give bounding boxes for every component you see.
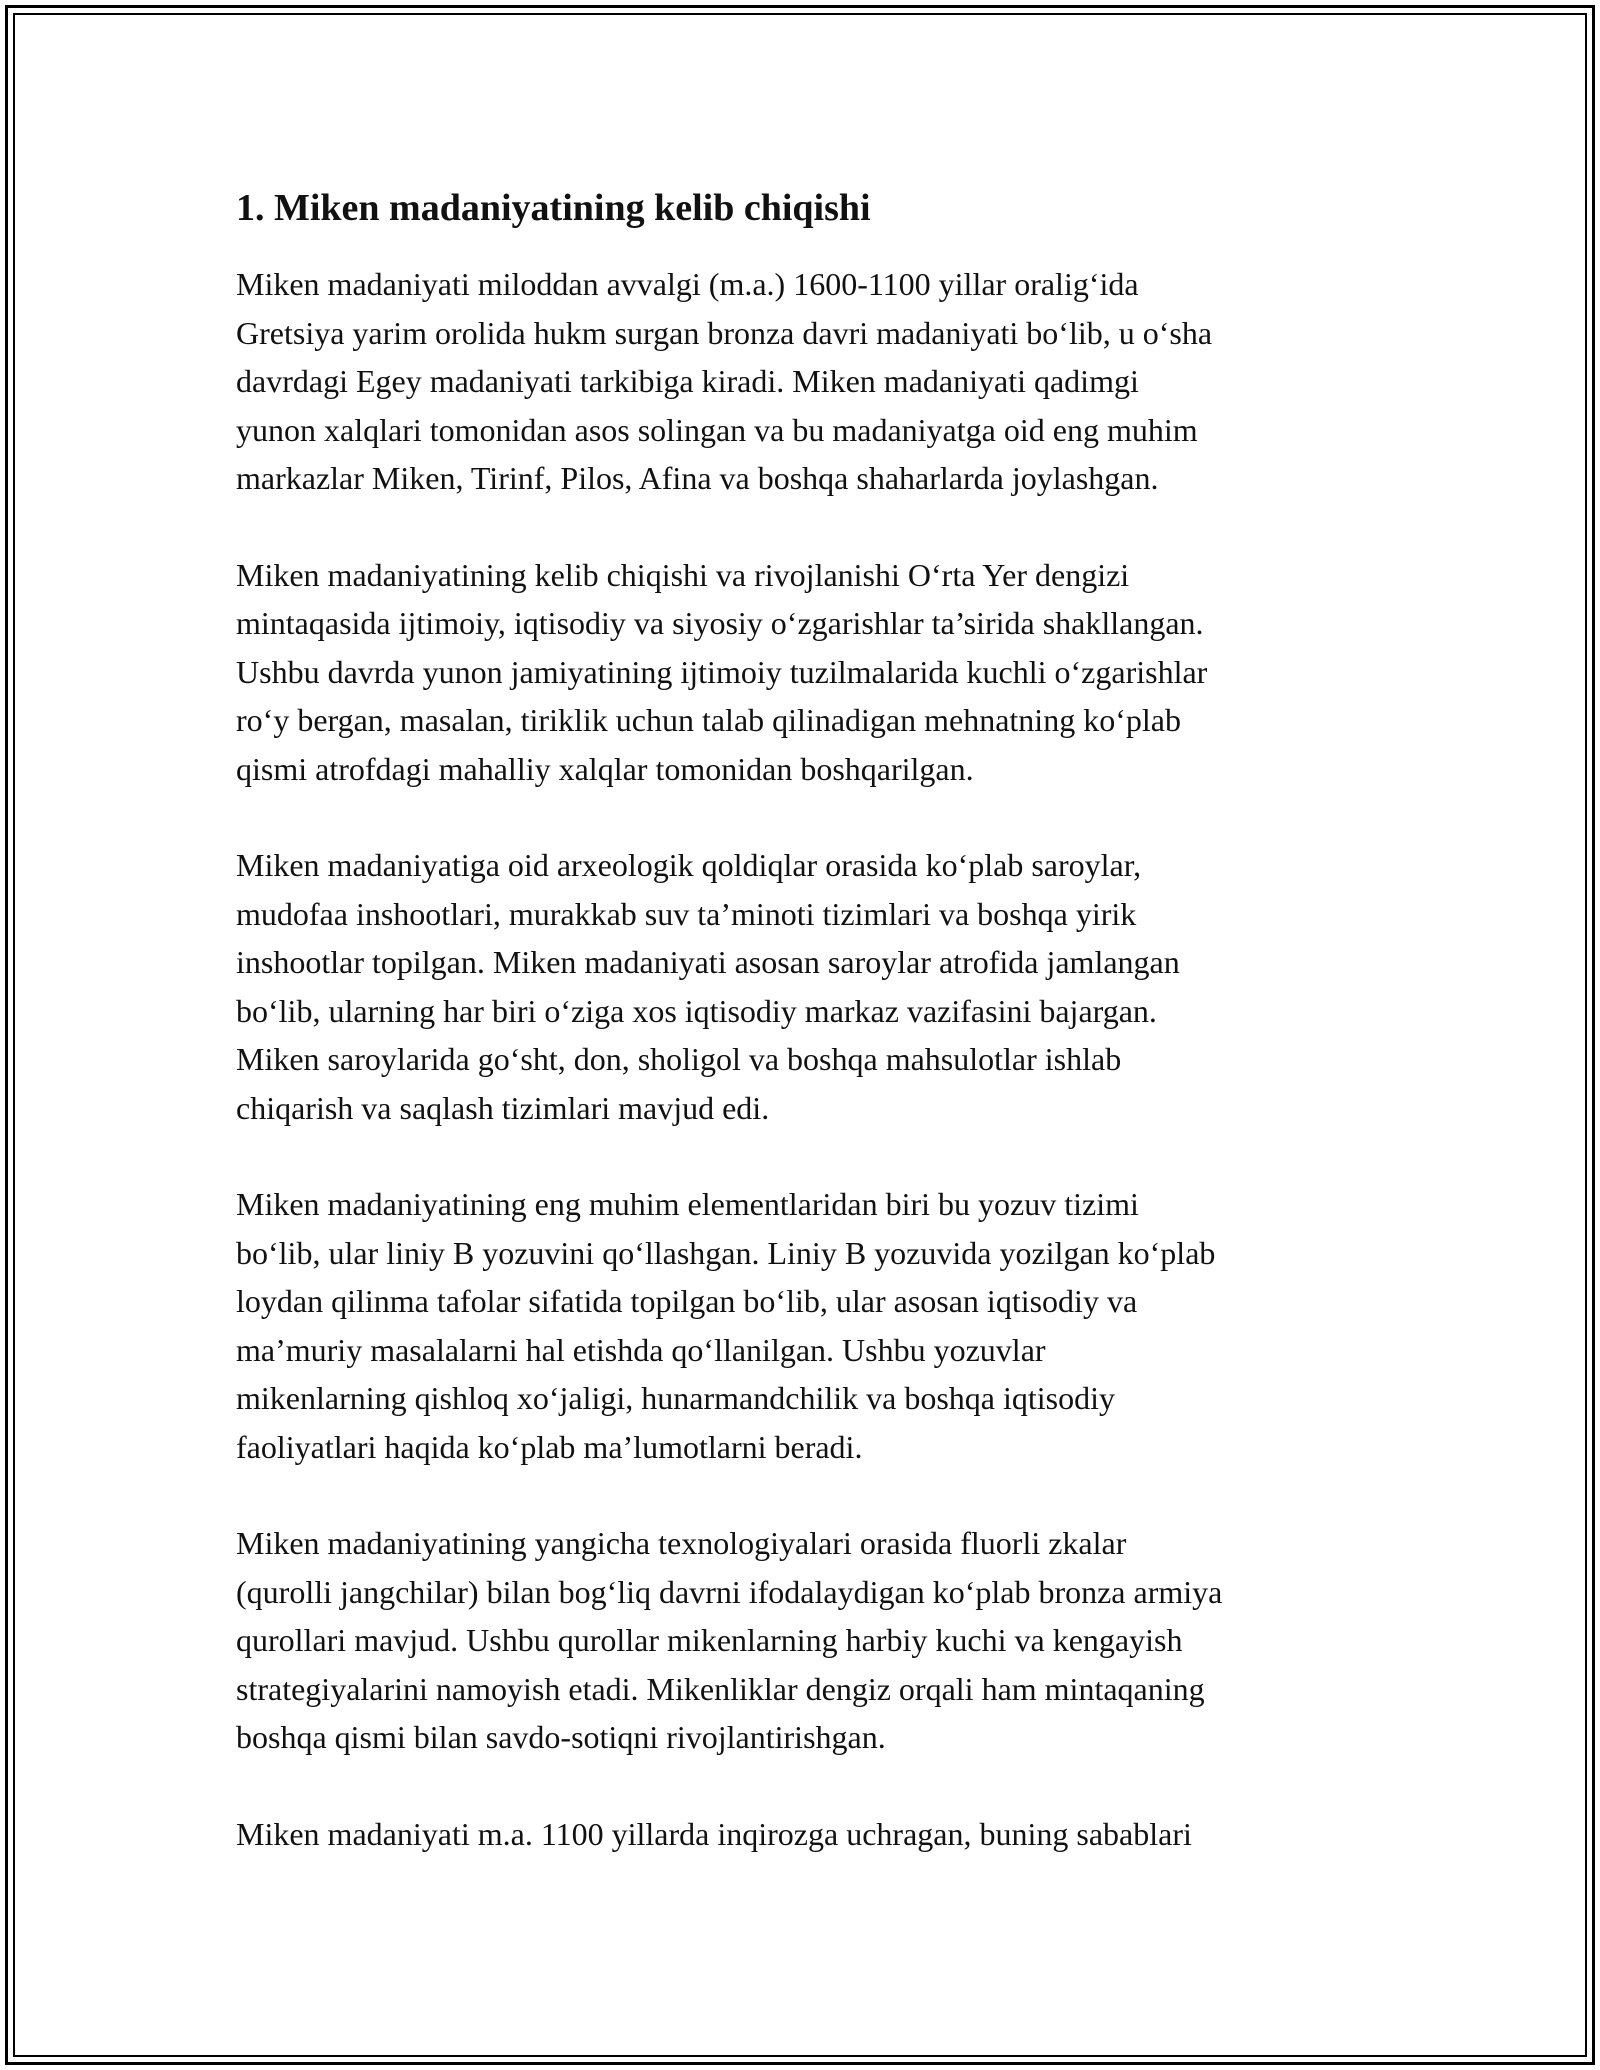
paragraph-line: Miken madaniyatining yangicha texnologiyalari orasida fluorli zkalar <box>236 1525 1127 1561</box>
paragraph-line: mikenlarning qishloq xo‘jaligi, hunarmandchilik va boshqa iqtisodiy <box>236 1380 1115 1416</box>
paragraph-line: faoliyatlari haqida ko‘plab ma’lumotlarni beradi. <box>236 1428 863 1465</box>
paragraph-line: (qurolli jangchilar) bilan bog‘liq davrni ifodalaydigan ko‘plab bronza armiya <box>236 1573 1223 1610</box>
paragraph-list <box>236 260 1376 1858</box>
paragraph-line: mintaqasida ijtimoiy, iqtisodiy va siyosiy o‘zgarishlar ta’sirida shakllangan. <box>236 605 1204 641</box>
paragraph <box>236 1519 1376 1762</box>
paragraph-line: mudofaa inshootlari, murakkab suv ta’minoti tizimlari va boshqa yirik <box>236 895 1137 932</box>
paragraph <box>236 260 1376 503</box>
paragraph-line: Ushbu davrda yunon jamiyatining ijtimoiy tuzilmalarida kuchli o‘zgarishlar <box>236 653 1208 690</box>
paragraph-line: markazlar Miken, Tirinf, Pilos, Afina va boshqa shaharlarda joylashgan. <box>236 460 1159 496</box>
paragraph-line: qurollari mavjud. Ushbu qurollar mikenlarning harbiy kuchi va kengayish <box>236 1622 1183 1658</box>
paragraph-line: boshqa qismi bilan savdo-sotiqni rivojlantirishgan. <box>236 1719 886 1755</box>
paragraph-line: loydan qilinma tafolar sifatida topilgan bo‘lib, ular asosan iqtisodiy va <box>236 1283 1138 1319</box>
paragraph-line: bo‘lib, ular liniy B yozuvini qo‘llashgan. Liniy B yozuvida yozilgan ko‘plab <box>236 1234 1216 1271</box>
paragraph-line: inshootlar topilgan. Miken madaniyati asosan saroylar atrofida jamlangan <box>236 944 1180 980</box>
paragraph-line: Miken madaniyati miloddan avvalgi (m.a.) 1600-1100 yillar oralig‘ida <box>236 266 1139 302</box>
paragraph-line: yunon xalqlari tomonidan asos solingan va bu madaniyatga oid eng muhim <box>236 411 1198 448</box>
document-body <box>236 186 1376 1906</box>
paragraph-line: Miken madaniyati m.a. 1100 yillarda inqirozga uchragan, buning sabablari <box>236 1815 1192 1852</box>
paragraph-line: bo‘lib, ularning har biri o‘ziga xos iqtisodiy markaz vazifasini bajargan. <box>236 992 1157 1029</box>
paragraph <box>236 1180 1376 1471</box>
paragraph <box>236 841 1376 1132</box>
paragraph-line: Miken madaniyatining eng muhim elementlaridan biri bu yozuv tizimi <box>236 1186 1139 1222</box>
paragraph <box>236 1810 1376 1859</box>
paragraph-line: Miken saroylarida go‘sht, don, sholigol va boshqa mahsulotlar ishlab <box>236 1041 1122 1077</box>
paragraph-line: qismi atrofdagi mahalliy xalqlar tomonidan boshqarilgan. <box>236 750 974 787</box>
paragraph-line: ma’muriy masalalarni hal etishda qo‘llanilgan. Ushbu yozuvlar <box>236 1331 1046 1368</box>
section-heading: 1. Miken madaniyatining kelib chiqishi <box>236 187 871 229</box>
paragraph-line: davrdagi Egey madaniyati tarkibiga kiradi. Miken madaniyati qadimgi <box>236 363 1139 399</box>
paragraph <box>236 551 1376 794</box>
paragraph-line: Miken madaniyatiga oid arxeologik qoldiqlar orasida ko‘plab saroylar, <box>236 847 1142 883</box>
paragraph-line: Gretsiya yarim orolida hukm surgan bronza davri madaniyati bo‘lib, u o‘sha <box>236 314 1213 351</box>
paragraph-line: ro‘y bergan, masalan, tiriklik uchun talab qilinadigan mehnatning ko‘plab <box>236 702 1181 738</box>
paragraph-line: strategiyalarini namoyish etadi. Mikenliklar dengiz orqali ham mintaqaning <box>236 1670 1205 1707</box>
paragraph-line: Miken madaniyatining kelib chiqishi va rivojlanishi O‘rta Yer dengizi <box>236 556 1130 593</box>
paragraph-line: chiqarish va saqlash tizimlari mavjud edi. <box>236 1089 770 1126</box>
